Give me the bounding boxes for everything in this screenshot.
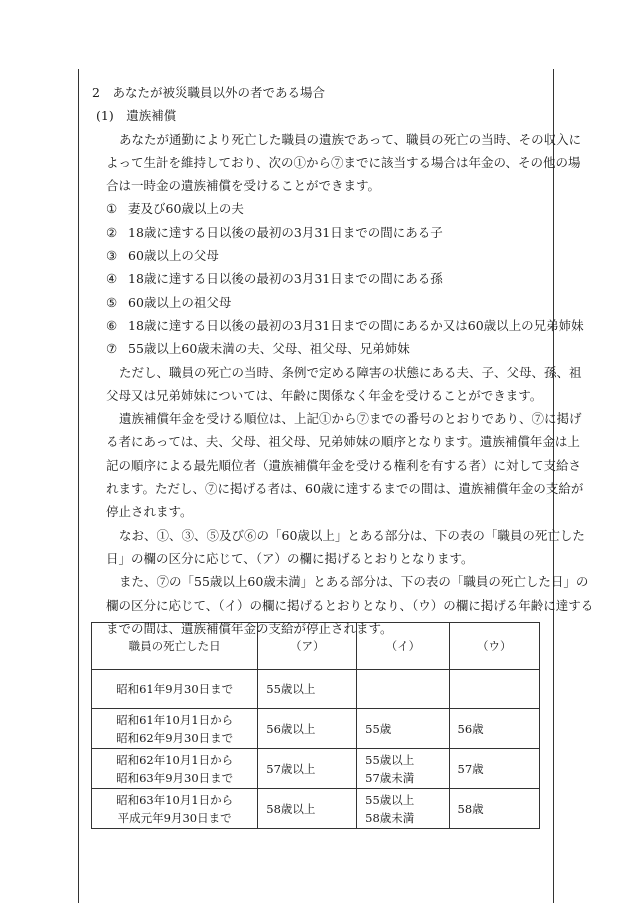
item-number: ①: [106, 201, 118, 217]
date-line: 昭和61年9月30日まで: [116, 682, 234, 696]
list-item: [86, 337, 544, 360]
eligible-list: [86, 197, 584, 360]
header-cell-u: （ウ）: [449, 623, 540, 670]
cell-a: 57歳以上: [258, 749, 357, 789]
cell-u: 58歳: [449, 789, 540, 829]
age-table: [91, 622, 540, 829]
cell-i-line: 57歳未満: [365, 770, 415, 785]
text-line: また、⑦の「55歳以上60歳未満」とある部分は、下の表の「職員の死亡した日」の: [119, 574, 589, 590]
date-line: 昭和63年9月30日まで: [116, 770, 234, 785]
cell-i-line: 55歳以上: [365, 752, 415, 767]
cell-i: [357, 709, 449, 749]
item-text: 18歳に達する日以後の最初の3月31日までの間にある子: [128, 224, 443, 240]
date-cell: [92, 709, 258, 749]
list-item: [86, 291, 544, 314]
date-line: 昭和62年10月1日から: [116, 752, 234, 767]
item-text: 55歳以上60歳未満の夫、父母、祖父母、兄弟姉妹: [128, 341, 410, 357]
cell-a: 55歳以上: [258, 670, 357, 709]
list-item: [86, 314, 584, 337]
table-header-row: [92, 623, 540, 670]
cell-a: 56歳以上: [258, 709, 357, 749]
text-line: 合は一時金の遺族補償を受けることができます。: [106, 178, 381, 194]
cell-a: 58歳以上: [258, 789, 357, 829]
sub-heading: (1) 遺族補償: [96, 108, 177, 124]
item-text: 18歳に達する日以後の最初の3月31日までの間にあるか又は60歳以上の兄弟姉妹: [128, 317, 584, 333]
date-cell: [92, 670, 258, 709]
date-line: 平成元年9月30日まで: [117, 810, 232, 825]
item-text: 妻及び60歳以上の夫: [128, 201, 244, 217]
table-row: [92, 749, 540, 789]
text-line: ただし、職員の死亡の当時、条例で定める障害の状態にある夫、子、父母、孫、祖: [119, 364, 582, 380]
cell-i-line: 58歳未満: [365, 810, 415, 825]
text-line: あなたが通勤により死亡した職員の遺族であって、職員の死亡の当時、その収入に: [119, 131, 582, 147]
cell-i: [357, 670, 449, 709]
header-cell-a: （ア）: [258, 623, 357, 670]
item-number: ④: [106, 271, 118, 287]
text-line: 欄の区分に応じて、（イ）の欄に掲げるとおりとなり、（ウ）の欄に掲げる年齢に達する: [106, 597, 594, 613]
document-frame: [78, 69, 594, 903]
table-row: [92, 670, 540, 709]
item-text: 60歳以上の祖父母: [128, 294, 232, 310]
text-line: 父母又は兄弟姉妹については、年齢に関係なく年金を受けることができます。: [106, 387, 543, 403]
item-text: 60歳以上の父母: [128, 248, 219, 264]
date-line: 昭和61年10月1日から: [116, 712, 234, 727]
item-number: ⑦: [106, 341, 118, 357]
section-heading: 2 あなたが被災職員以外の者である場合: [92, 85, 325, 100]
date-line: 昭和63年10月1日から: [116, 792, 234, 807]
list-item: [86, 221, 544, 244]
text-line: 停止されます。: [106, 504, 193, 520]
text-line: れます。ただし、⑦に掲げる者は、60歳に達するまでの間は、遺族補償年金の支給が: [106, 481, 584, 497]
cell-i-line: 55歳以上: [365, 792, 415, 807]
cell-i: [357, 749, 449, 789]
item-number: ⑤: [106, 294, 118, 310]
date-cell: [92, 749, 258, 789]
date-cell: [92, 789, 258, 829]
table-row: [92, 789, 540, 829]
proviso-paragraph: [86, 361, 582, 408]
text-line: 日」の欄の区分に応じて、（ア）の欄に掲げるとおりとなります。: [106, 550, 474, 566]
header-cell-i: （イ）: [357, 623, 449, 670]
item-number: ②: [106, 224, 118, 240]
header-cell-date: 職員の死亡した日: [92, 623, 258, 670]
cell-u: 56歳: [449, 709, 540, 749]
cell-u: [449, 670, 540, 709]
text-line: る者にあっては、夫、父母、祖父母、兄弟姉妹の順序となります。遺族補償年金は上: [106, 434, 580, 450]
item-text: 18歳に達する日以後の最初の3月31日までの間にある孫: [128, 271, 443, 287]
cell-i: [357, 789, 449, 829]
text-line: までの間は、遺族補償年金の支給が停止されます。: [106, 620, 393, 636]
document-content: [86, 81, 594, 640]
list-item: [86, 267, 544, 290]
item-number: ③: [106, 248, 118, 264]
age-note-paragraph: [86, 524, 585, 571]
order-paragraph: [86, 407, 584, 523]
intro-paragraph: [86, 128, 582, 198]
cell-i-line: 55歳: [365, 721, 392, 736]
item-number: ⑥: [106, 317, 118, 333]
text-line: 記の順序による最先順位者（遺族補償年金を受ける権利を有する者）に対して支給さ: [106, 457, 582, 473]
cell-u: 57歳: [449, 749, 540, 789]
text-line: よって生計を維持しており、次の①から⑦までに該当する場合は年金の、その他の場: [106, 154, 581, 170]
text-line: なお、①、③、⑤及び⑥の「60歳以上」とある部分は、下の表の「職員の死亡した: [119, 527, 585, 543]
list-item: [86, 244, 544, 267]
table-row: [92, 709, 540, 749]
text-line: 遺族補償年金を受ける順位は、上記①から⑦までの番号のとおりであり、⑦に掲げ: [119, 411, 582, 427]
date-line: 昭和62年9月30日まで: [116, 730, 234, 745]
list-item: [86, 197, 544, 220]
